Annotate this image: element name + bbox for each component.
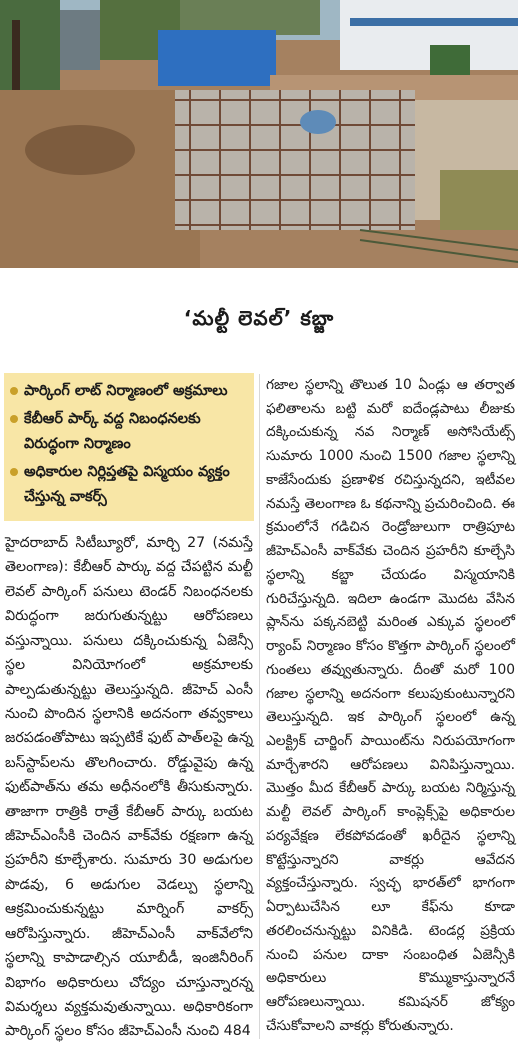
highlight-text: పార్కింగ్ లాట్ నిర్మాణంలో అక్రమాలు — [24, 383, 228, 399]
article-body-left: హైదరాబాద్ సిటీబ్యూరో, మార్చి 27 (నమస్తే తెలంగాణ): కేబీఆర్ పార్కు వద్ద చేపట్టిన మల్టీ లెవల్ పార్కింగ్ పనులు టెండర్ నిబంధనలకు విరుద్ధంగా జరుగుతున్నట్టు ఆరోపణలు వస్తున్నాయి. పనులు దక్కించుకున్న ఏజెన్సీ స్థల వినియోగంలో అక్రమాలకు పాల్పడుతున్నట్టు తెలుస్తున్నది. జీహెచ్ ఎంసీ నుంచి పొందిన స్థలానికి అదనంగా తవ్వకాలు జరపడంతోపాటు ఇప్పటికే ఫుట్ పాత్‌లపై ఉన్న బస్‌స్టాప్‌లను తొలగించారు. రోడ్డువైపు ఉన్న ఫుట్‌పాత్‌ను తమ అధీనంలోకి తీసుకున్నారు. తాజాగా రాత్రికి రాత్రే కేబీఆర్ పార్కు బయట జీహెచ్‌ఎంసీకి చెందిన వాక్‌వేకు రక్షణగా ఉన్న ప్రహరీని కూల్చేశారు. సుమారు 30 అడుగుల పొడవు, 6 అడుగుల వెడల్పు స్థలాన్ని ఆక్రమించుకున్నట్టు మార్నింగ్ వాకర్స్ ఆరోపిస్తున్నారు. జీహెచ్‌ఎంసీ వాక్‌వేలోని స్థలాన్ని కాపాడాల్సిన యూబీడీ, ఇంజినీరింగ్ విభాగం అధికారులు చోద్యం చూస్తున్నారన్న విమర్శలు వ్యక్తమవుతున్నాయి. అధికారికంగా పార్కింగ్ స్థలం కోసం జీహెచ్‌ఎంసీ నుంచి 484 — [5, 535, 253, 1040]
bullet-icon — [10, 468, 18, 476]
highlight-item — [10, 379, 248, 404]
bullet-icon — [10, 415, 18, 423]
article-column-right — [266, 374, 515, 1039]
highlights-box — [4, 373, 254, 521]
article-column-left — [5, 531, 253, 1044]
column-divider — [259, 374, 260, 1039]
article-body-right: గజాల స్థలాన్ని తొలుత 10 ఏండ్లు ఆ తర్వాత ఫలితాలను బట్టి మరో ఐదేండ్లపాటు లీజుకు దక్కించుకున్న నవ నిర్మాణ్ అసోసియేట్స్ సుమారు 1000 నుంచి 1500 గజాల స్థలాన్ని కాజేసేందుకు ప్రణాళిక రచిస్తున్నదని, ఇటీవల నమస్తే తెలంగాణ ఓ కథనాన్ని ప్రచురించింది. ఈ క్రమంలోనే గడిచిన రెండ్రోజులుగా రాత్రిపూట జీహెచ్‌ఎంసీ వాక్‌వేకు చెందిన ప్రహరీని కూల్చేసి స్థలాన్ని కబ్జా చేయడం విస్మయానికి గురిచేస్తున్నది. ఇదిలా ఉండగా మొదట వేసిన ప్లాన్‌ను పక్కనబెట్టి మరింత ఎక్కువ స్థలంలో ర్యాంప్ నిర్మాణం కోసం కొత్తగా పార్కింగ్ స్థలంలో గుంతలు తవ్వుతున్నారు. దీంతో మరో 100 గజాల స్థలాన్ని అదనంగా కలుపుకుంటున్నారని తెలుస్తున్నది. ఇక పార్కింగ్ స్థలంలో ఉన్న ఎలక్ట్రిక్ చార్జింగ్ పాయింట్‌ను నిరుపయోగంగా మార్చేశారని ఆరోపణలు వినిపిస్తున్నాయి. మొత్తం మీద కేబీఆర్ పార్కు బయట నిర్మిస్తున్న మల్టీ లెవల్ పార్కింగ్ కాంప్లెక్స్‌పై అధికారుల పర్యవేక్షణ లేకపోవడంతో ఖరీదైన స్థలాన్ని కొట్టేస్తున్నారని వాకర్లు ఆవేదన వ్యక్తంచేస్తున్నారు. స్వచ్ఛ భారత్‌లో భాగంగా ఏర్పాటుచేసిన లూ కేఫ్‌ను కూడా తరలించనున్నట్టు వినికిడి. టెండర్ల ప్రక్రియ నుంచి పనుల దాకా సంబంధిత ఏజెన్సీకి అధికారులు కొమ్ముకాస్తున్నారనే ఆరోపణలున్నాయి. కమిషనర్ జోక్యం చేసుకోవాలని వాకర్లు కోరుతున్నారు. — [266, 377, 515, 1034]
headline: ‘మల్టీ లెవల్’ కబ్జా — [183, 306, 335, 330]
construction-site-photo — [0, 0, 518, 268]
highlight-item — [10, 407, 248, 457]
highlight-text: కేబీఆర్ పార్క్ వద్ద నిబంధనలకు విరుద్ధంగా నిర్మాణం — [24, 411, 201, 452]
highlight-text: అధికారుల నిర్లిప్తతపై విస్మయం వ్యక్తం చేస్తున్న వాకర్స్ — [24, 464, 230, 505]
bullet-icon — [10, 387, 18, 395]
highlight-item — [10, 460, 248, 510]
